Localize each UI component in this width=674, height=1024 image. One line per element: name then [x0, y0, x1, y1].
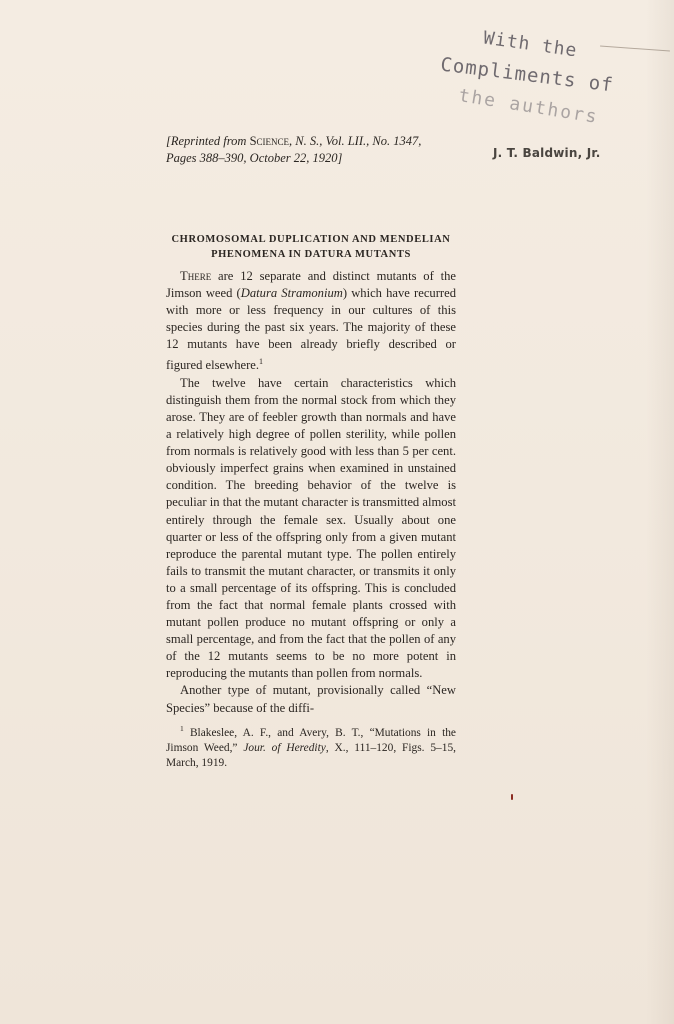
paragraph-1-lead: There [180, 269, 212, 283]
footnote-b: , X., 111–120, Figs. 5–15, March, 1919. [166, 741, 456, 770]
stamp-line-1: With the [481, 27, 579, 62]
pages-info: Pages 388–390, October 22, 1920] [166, 151, 343, 165]
species-name: Datura Stramonium [240, 286, 343, 301]
footnote-journal: Jour. of Heredity [243, 741, 326, 754]
stamp-line-2: Compliments of [439, 53, 615, 97]
footnote [166, 721, 456, 772]
page-edge-shadow [646, 0, 674, 1024]
paragraph-3: Another type of mutant, provisionally called “New Species” because of the diffi- [166, 683, 456, 715]
reprint-prefix: [Reprinted from [166, 134, 250, 148]
footnote-marker: 1 [180, 723, 184, 733]
reprint-header [166, 133, 466, 167]
footnote-reference: 1 [259, 357, 264, 367]
paragraph-1-a: are 12 separate and distinct mutants of the Jimson weed ( [166, 269, 456, 301]
paragraph-2: The twelve have certain characteristics which distinguish them from the normal stock from which they arose. They are of feebler growth than normals and have a relatively high degree of pollen sterility, while pollen from normals is relatively good with less than 5 per cent. obviously imperfect grains when examined in unstained condition. The breeding behavior of the twelve is peculiar in that the mutant character is transmitted almost entirely through the female sex. Usually about one quarter or less of the offspring only from a given mutant reproduce the parental mutant type. The pollen entirely fails to transmit the mutant character, or transmits it only to a small percentage of its offspring. This is concluded from the fact that normal female plants crossed with mutant pollen produce no mutant offspring or only a small percentage, and from the fact that the pollen of any of the 12 mutants seems to be no more potent in reproducing the mutants than pollen from normals. [166, 375, 456, 681]
article [166, 232, 456, 772]
ink-speck [511, 794, 513, 800]
paragraph-1-b: ) which have recurred with more or less frequency in our cultures of this species during the past six years. The majority of these 12 mutants have been already briefly described or figured elsewhere. [166, 286, 456, 373]
handwritten-annotation: J. T. Baldwin, Jr. [493, 146, 601, 160]
volume-info: , N. S., Vol. LII., No. 1347, [289, 134, 422, 148]
footnote-a: Blakeslee, A. F., and Avery, B. T., “Mutations in the Jimson Weed,” [166, 726, 456, 754]
stamp-line-3: the authors [457, 85, 600, 128]
compliments-stamp [439, 27, 655, 140]
paragraph-1 [166, 268, 456, 375]
journal-name: Science [249, 134, 290, 148]
article-title: CHROMOSOMAL DUPLICATION AND MENDELIAN PHENOMENA IN DATURA MUTANTS [171, 234, 451, 260]
